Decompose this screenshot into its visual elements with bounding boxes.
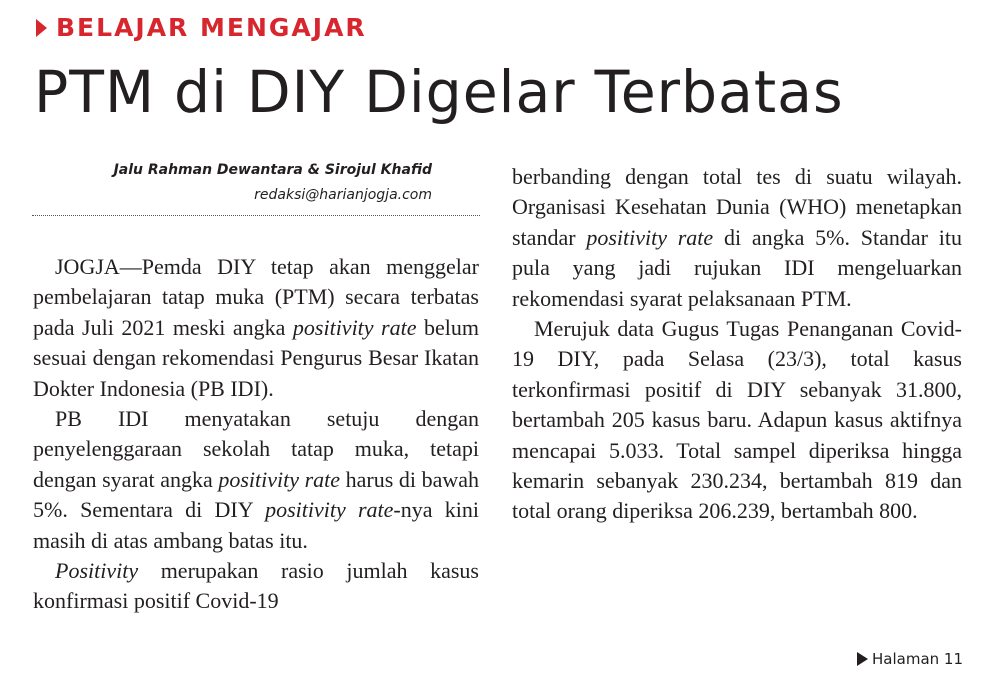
section-kicker: [36, 12, 367, 44]
triangle-right-icon: [857, 652, 868, 666]
paragraph: [33, 556, 479, 617]
text-run: merupakan rasio jumlah kasus konfirmasi positif Covid-19: [33, 558, 479, 614]
article-column-1: [33, 252, 479, 617]
section-label: BELAJAR MENGAJAR: [56, 13, 367, 42]
triangle-right-icon: [36, 19, 47, 37]
headline: PTM di DIY Digelar Terbatas: [34, 58, 844, 126]
text-run: PB IDI menyatakan setuju dengan penyelenggaraan sekolah tatap muka, tetapi dengan syarat angka: [33, 406, 479, 492]
italic-term: Positivity: [55, 558, 139, 584]
continued-link[interactable]: [857, 650, 963, 668]
paragraph: [33, 404, 479, 556]
article-column-2: [512, 162, 962, 527]
italic-term: positivity rate: [218, 466, 341, 492]
italic-term: positivity rate: [265, 497, 394, 523]
paragraph: Merujuk data Gugus Tugas Penanganan Covid-19 DIY, pada Selasa (23/3), total kasus terkonfirmasi positif di DIY sebanyak 31.800, bertambah 205 kasus baru. Adapun kasus aktifnya mencapai 5.033. Total sampel diperiksa hingga kemarin sebanyak 230.234, bertambah 819 dan total orang diperiksa 206.239, bertambah 800.: [512, 316, 962, 524]
text-run: -nya kini masih di atas ambang batas itu.: [33, 497, 479, 553]
text-run: berbanding dengan total tes di suatu wilayah. Organisasi Kesehatan Dunia (WHO) menetapkan standar: [512, 164, 962, 250]
paragraph: [512, 162, 962, 314]
byline-email: redaksi@harianjogja.com: [254, 187, 432, 203]
continued-label: Halaman 11: [872, 650, 963, 668]
italic-term: positivity rate: [292, 314, 417, 340]
paragraph: [33, 252, 479, 404]
italic-term: positivity rate: [586, 224, 714, 250]
byline-authors: Jalu Rahman Dewantara & Sirojul Khafid: [113, 162, 432, 178]
text-run: JOGJA—Pemda DIY tetap akan menggelar pembelajaran tatap muka (PTM) secara terbatas pada Juli 2021 meski angka: [33, 254, 479, 340]
text-run: harus di bawah 5%. Sementara di DIY: [33, 466, 479, 523]
text-run: belum sesuai dengan rekomendasi Pengurus Besar Ikatan Dokter Indonesia (PB IDI).: [33, 314, 479, 401]
text-run: di angka 5%. Standar itu pula yang jadi rujukan IDI mengeluarkan rekomendasi syarat pelaksanaan PTM.: [512, 224, 962, 311]
byline-divider: [32, 215, 480, 216]
